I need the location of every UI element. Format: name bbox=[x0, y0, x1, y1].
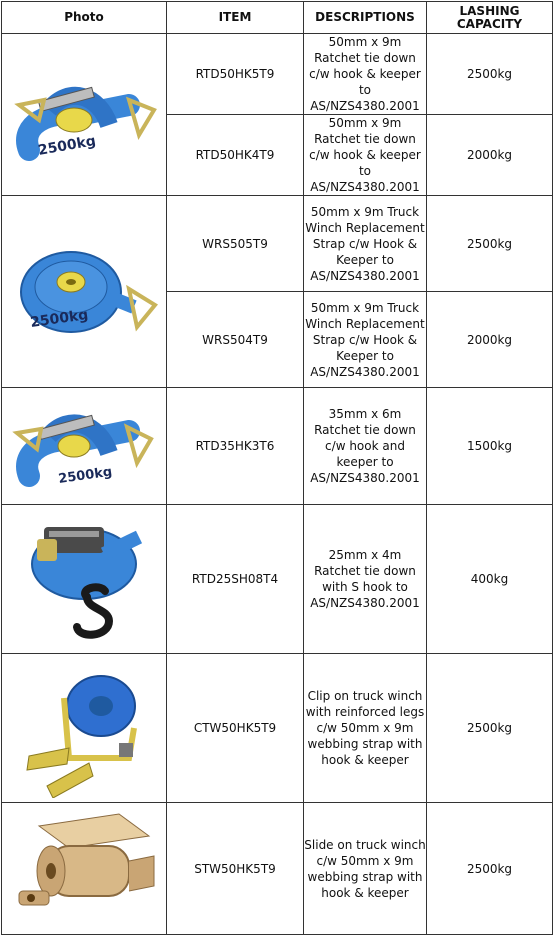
table-row bbox=[2, 196, 553, 292]
lashing-capacity: 2500kg bbox=[427, 34, 553, 115]
item-description: Slide on truck winch c/w 50mm x 9m webbing strap with hook & keeper bbox=[304, 803, 427, 935]
item-code: WRS505T9 bbox=[167, 196, 304, 292]
table-row bbox=[2, 505, 553, 654]
item-code: RTD50HK5T9 bbox=[167, 34, 304, 115]
table-row bbox=[2, 388, 553, 505]
lashing-capacity: 2000kg bbox=[427, 115, 553, 196]
winch-strap-image bbox=[9, 227, 159, 357]
lashing-capacity: 1500kg bbox=[427, 388, 553, 505]
strap-label: 2500kg bbox=[29, 306, 90, 331]
lashing-capacity: 400kg bbox=[427, 505, 553, 654]
ratchet-tie-down-image bbox=[9, 391, 159, 501]
item-description: Clip on truck winch with reinforced legs c/w 50mm x 9m webbing strap with hook & keeper bbox=[304, 654, 427, 803]
item-description: 50mm x 9m Truck Winch Replacement Strap c/w Hook & Keeper to AS/NZS4380.2001 bbox=[304, 292, 427, 388]
clip-on-winch-image bbox=[9, 658, 159, 798]
header-lashing-capacity: LASHING CAPACITY bbox=[427, 2, 553, 34]
item-code: STW50HK5T9 bbox=[167, 803, 304, 935]
item-code: RTD25SH08T4 bbox=[167, 505, 304, 654]
lashing-capacity: 2500kg bbox=[427, 654, 553, 803]
photo-ratchet-tie-down-medium bbox=[2, 388, 167, 505]
table-row bbox=[2, 803, 553, 935]
header-descriptions: DESCRIPTIONS bbox=[304, 2, 427, 34]
table-row bbox=[2, 34, 553, 115]
photo-winch-replacement-strap bbox=[2, 196, 167, 388]
photo-ratchet-tie-down-large bbox=[2, 34, 167, 196]
header-photo: Photo bbox=[2, 2, 167, 34]
photo-clip-on-truck-winch bbox=[2, 654, 167, 803]
header-row bbox=[2, 2, 553, 34]
item-description: 35mm x 6m Ratchet tie down c/w hook and keeper to AS/NZS4380.2001 bbox=[304, 388, 427, 505]
table-row bbox=[2, 654, 553, 803]
photo-slide-on-truck-winch bbox=[2, 803, 167, 935]
item-description: 25mm x 4m Ratchet tie down with S hook to AS/NZS4380.2001 bbox=[304, 505, 427, 654]
item-code: RTD50HK4T9 bbox=[167, 115, 304, 196]
item-description: 50mm x 9m Truck Winch Replacement Strap c/w Hook & Keeper to AS/NZS4380.2001 bbox=[304, 196, 427, 292]
lashing-capacity: 2500kg bbox=[427, 196, 553, 292]
lashing-capacity: 2500kg bbox=[427, 803, 553, 935]
product-table bbox=[1, 1, 553, 935]
item-code: CTW50HK5T9 bbox=[167, 654, 304, 803]
header-item: ITEM bbox=[167, 2, 304, 34]
ratchet-tie-down-image bbox=[9, 55, 159, 175]
item-description: 50mm x 9m Ratchet tie down c/w hook & keeper to AS/NZS4380.2001 bbox=[304, 115, 427, 196]
item-code: RTD35HK3T6 bbox=[167, 388, 304, 505]
photo-ratchet-s-hook bbox=[2, 505, 167, 654]
lashing-capacity: 2000kg bbox=[427, 292, 553, 388]
item-description: 50mm x 9m Ratchet tie down c/w hook & keeper to AS/NZS4380.2001 bbox=[304, 34, 427, 115]
strap-label: 2500kg bbox=[36, 132, 98, 159]
ratchet-s-hook-image bbox=[9, 509, 159, 649]
strap-label: 2500kg bbox=[57, 464, 114, 487]
slide-on-winch-image bbox=[9, 806, 159, 931]
item-code: WRS504T9 bbox=[167, 292, 304, 388]
